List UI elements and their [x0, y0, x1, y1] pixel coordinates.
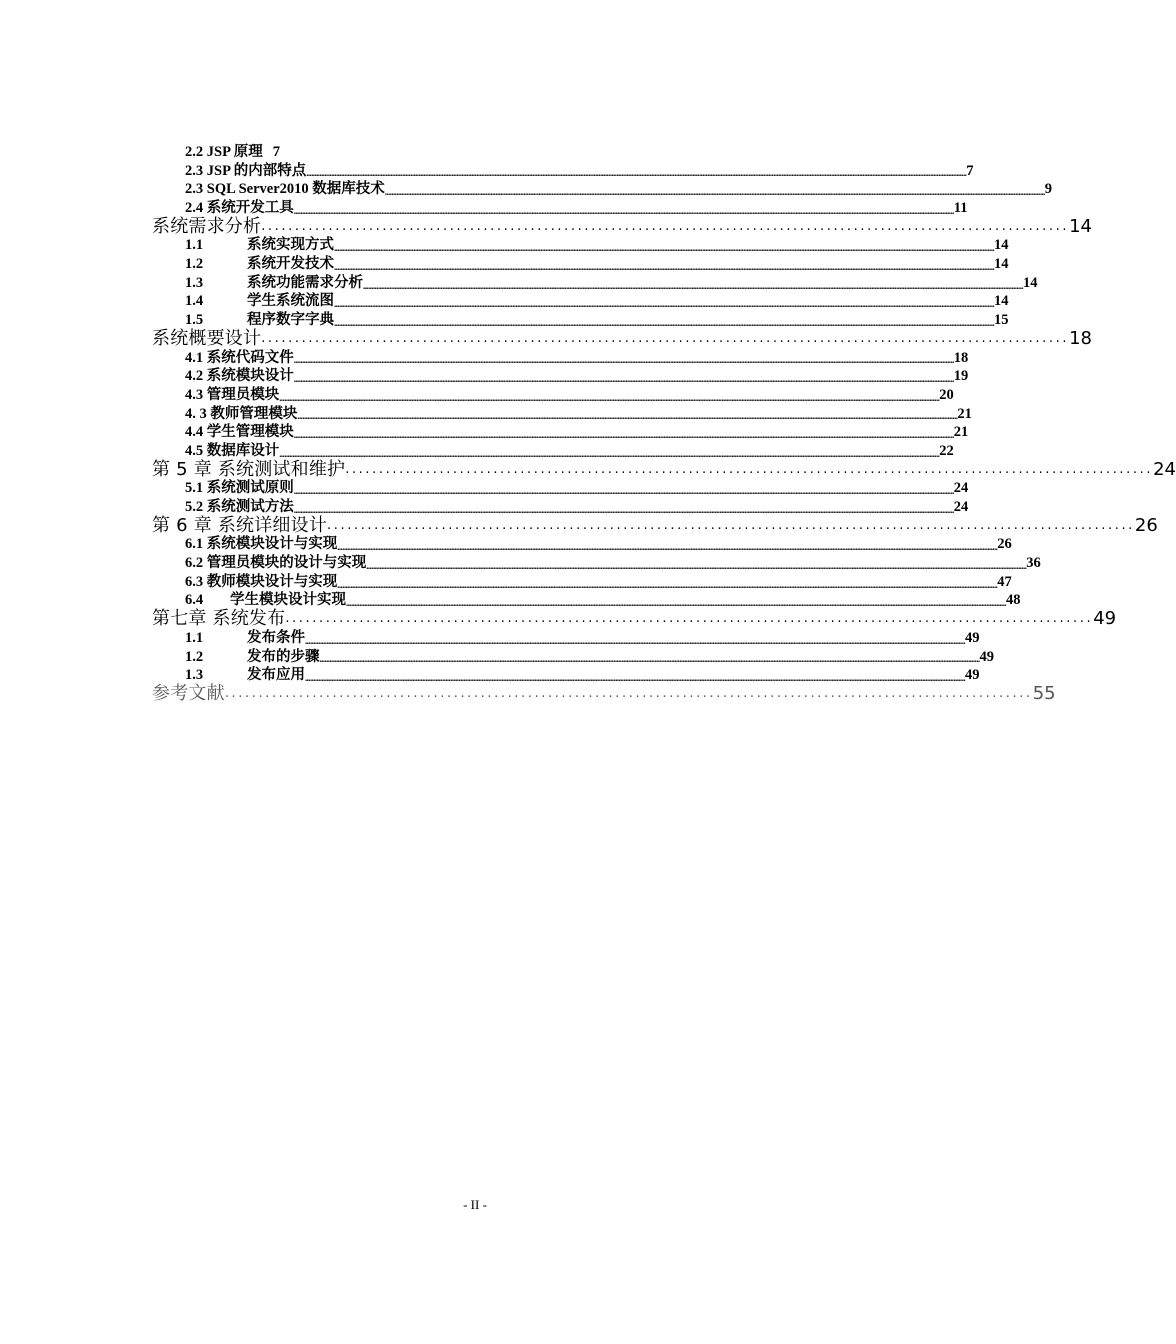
toc-entry-label [185, 349, 294, 368]
toc-section-number: 4.2 [185, 368, 204, 385]
toc-entry-label [185, 423, 294, 442]
toc-leader-dots: ................................................................................................................................................................................................................................................................................................................................................................................................................ [366, 560, 1027, 571]
toc-page-number: 48 [1006, 592, 1021, 609]
toc-section-number: 4.1 [185, 349, 204, 366]
toc-chapter-entry[interactable] [152, 458, 1176, 480]
toc-section-number: 1.2 [185, 256, 204, 273]
toc-section-entry[interactable] [152, 367, 969, 386]
toc-section-number: 6.4 [185, 592, 204, 609]
toc-page-number: 26 [1134, 514, 1158, 536]
toc-page-number: 22 [939, 442, 954, 459]
toc-section-number: 5.1 [185, 480, 204, 497]
toc-section-number: 1.3 [185, 274, 204, 291]
toc-section-entry[interactable] [152, 143, 776, 162]
toc-section-title: 发布应用 [247, 667, 305, 684]
toc-page-number: 49 [965, 667, 980, 684]
toc-entry-label [185, 143, 263, 162]
toc-section-title: JSP 原理 [206, 143, 263, 160]
toc-section-number: 6.1 [185, 536, 204, 553]
toc-section-number: 2.3 [185, 162, 204, 179]
toc-entry-label [185, 535, 337, 554]
toc-section-title: 系统模块设计 [206, 368, 294, 385]
toc-page-number: 24 [953, 480, 969, 497]
toc-section-title: 程序数字字典 [247, 312, 334, 329]
toc-entry-label [152, 215, 262, 237]
toc-leader-dots: ................................................................................................................................................................................................................................................................................................................................................................................................................ [293, 430, 954, 440]
toc-page-number: 49 [965, 629, 980, 646]
toc-page-number: 14 [1069, 215, 1092, 237]
toc-section-number: 4.5 [185, 442, 204, 459]
toc-leader-dots: ........................................................................................................................ [327, 517, 1135, 533]
toc-section-entry[interactable] [152, 386, 954, 405]
toc-leader-dots: ........................................................................................................................ [224, 685, 1033, 701]
toc-page-number: 24 [1153, 458, 1176, 480]
toc-page-number: 18 [953, 349, 969, 366]
toc-entry-label [185, 367, 294, 386]
toc-page-number: 24 [953, 499, 969, 516]
toc-leader-dots: ........................................................................................................................ [261, 218, 1070, 234]
toc-section-entry[interactable] [152, 293, 1009, 312]
toc-page-number: 18 [1069, 327, 1092, 349]
toc-entry-label [152, 458, 346, 480]
toc-leader-dots: ................................................................................................................................................................................................................................................................................................................................................................................................................ [293, 355, 954, 366]
toc-leader-dots: ................................................................................................................................................................................................................................................................................................................................................................................................................ [293, 486, 954, 497]
toc-section-entry[interactable] [152, 479, 969, 498]
toc-section-title: 发布的步骤 [247, 648, 320, 665]
toc-leader-dots: ................................................................................................................................................................................................................................................................................................................................................................................................................ [334, 317, 995, 328]
toc-leader-dots: ................................................................................................................................................................................................................................................................................................................................................................................................................ [384, 187, 1045, 198]
toc-section-entry[interactable] [152, 666, 980, 685]
toc-section-number: 5.2 [185, 499, 204, 516]
toc-section-number: 4. 3 [185, 405, 207, 422]
toc-leader-dots: ................................................................................................................................................................................................................................................................................................................................................................................................................ [305, 635, 966, 646]
toc-section-number: 4.4 [185, 424, 204, 441]
toc-entry-label [185, 236, 334, 255]
toc-section-number: 6.3 [185, 573, 204, 590]
toc-page-number: 49 [979, 648, 995, 665]
toc-leader-dots: ................................................................................................................................................................................................................................................................................................................................................................................................................ [306, 168, 967, 179]
toc-section-title: 学生系统流图 [247, 293, 334, 310]
toc-entry-label [185, 479, 294, 498]
toc-section-entry[interactable] [152, 236, 1009, 255]
toc-chapter-title: 参考文献 [152, 682, 225, 704]
toc-section-title: 系统实现方式 [247, 237, 334, 254]
toc-leader-dots: ........................................................................................................................ [345, 461, 1154, 477]
toc-section-number: 1.3 [185, 667, 204, 684]
toc-chapter-title: 第七章 系统发布 [152, 608, 286, 630]
toc-entry-label [185, 180, 385, 199]
toc-entry-label [185, 405, 297, 424]
toc-entry-label [185, 162, 306, 181]
toc-section-entry[interactable] [152, 162, 974, 181]
toc-chapter-entry[interactable] [152, 327, 1092, 349]
toc-page-number: 14 [994, 256, 1009, 273]
toc-entry-label [185, 274, 363, 293]
toc-section-title: 数据库设计 [206, 442, 280, 459]
toc-section-title: 系统开发技术 [247, 256, 334, 273]
toc-leader-dots: ................................................................................................................................................................................................................................................................................................................................................................................................................ [337, 542, 998, 553]
toc-leader-dots: ................................................................................................................................................................................................................................................................................................................................................................................................................ [279, 448, 940, 459]
toc-entry-label [152, 682, 225, 704]
toc-entry-label [185, 554, 366, 573]
toc-entry-label [185, 629, 305, 648]
toc-leader-dots: ................................................................................................................................................................................................................................................................................................................................................................................................................ [334, 261, 995, 272]
table-of-contents [152, 143, 1176, 704]
toc-section-number: 2.4 [185, 200, 204, 217]
toc-page-number: 21 [957, 405, 972, 422]
toc-leader-dots: ........................................................................................................................ [261, 330, 1070, 346]
toc-leader-dots: ................................................................................................................................................................................................................................................................................................................................................................................................................ [337, 579, 998, 590]
toc-section-title: 系统开发工具 [206, 200, 294, 217]
toc-chapter-title: 第 5 章 系统测试和维护 [152, 458, 346, 480]
toc-leader-dots: ................................................................................................................................................................................................................................................................................................................................................................................................................ [334, 299, 995, 310]
toc-entry-label [185, 648, 320, 667]
toc-page-number: 15 [994, 312, 1009, 329]
toc-section-title: 管理员模块 [206, 386, 280, 403]
toc-page-number: 26 [997, 536, 1012, 553]
toc-section-number: 1.4 [185, 293, 204, 310]
toc-section-title: SQL Server2010 数据库技术 [206, 181, 385, 198]
toc-section-entry[interactable] [152, 554, 1041, 573]
toc-chapter-title: 第 6 章 系统详细设计 [152, 514, 328, 536]
toc-leader-dots: ................................................................................................................................................................................................................................................................................................................................................................................................................ [305, 672, 966, 683]
toc-section-title: 系统模块设计与实现 [206, 536, 338, 553]
toc-entry-label [152, 327, 262, 349]
toc-section-entry[interactable] [152, 648, 995, 667]
toc-leader-dots: ................................................................................................................................................................................................................................................................................................................................................................................................................ [297, 411, 958, 422]
toc-section-entry[interactable] [152, 180, 1053, 199]
toc-leader-dots: ................................................................................................................................................................................................................................................................................................................................................................................................................ [319, 654, 980, 665]
toc-page-number: 14 [994, 237, 1009, 254]
toc-section-title: 管理员模块的设计与实现 [206, 555, 367, 572]
toc-page-number: 36 [1026, 555, 1041, 572]
toc-section-entry[interactable] [152, 349, 969, 368]
toc-leader-dots: ................................................................................................................................................................................................................................................................................................................................................................................................................ [293, 205, 954, 216]
toc-entry-label [185, 292, 334, 311]
toc-leader-dots: ................................................................................................................................................................................................................................................................................................................................................................................................................ [279, 392, 940, 403]
toc-page-number: 49 [1093, 608, 1117, 630]
toc-page-number: 11 [953, 200, 968, 217]
toc-chapter-entry[interactable] [152, 514, 1158, 536]
toc-page-number: 7 [272, 143, 280, 160]
toc-section-title: 系统功能需求分析 [247, 274, 363, 291]
toc-section-title: 学生管理模块 [206, 424, 294, 441]
toc-chapter-entry[interactable] [152, 215, 1092, 237]
toc-page-number: 19 [953, 368, 969, 385]
toc-leader-dots: ........................................................................................................................ [285, 611, 1094, 627]
toc-section-entry[interactable] [152, 405, 972, 424]
toc-section-entry[interactable] [152, 274, 1038, 293]
toc-section-number: 1.2 [185, 648, 204, 665]
toc-section-entry[interactable] [152, 423, 969, 442]
toc-section-title: 发布条件 [247, 629, 305, 646]
toc-section-title: JSP 的内部特点 [206, 162, 307, 179]
toc-section-number: 4.3 [185, 386, 204, 403]
toc-leader-dots: ................................................................................................................................................................................................................................................................................................................................................................................................................ [363, 280, 1024, 291]
toc-leader-dots: ................................................................................................................................................................................................................................................................................................................................................................................................................ [293, 373, 954, 384]
toc-section-title: 教师管理模块 [210, 405, 298, 422]
toc-section-entry[interactable] [152, 573, 1012, 592]
toc-section-number: 6.2 [185, 555, 204, 572]
toc-entry-label [152, 514, 328, 536]
toc-section-title: 教师模块设计与实现 [206, 573, 338, 590]
toc-chapter-title: 系统概要设计 [152, 327, 262, 349]
toc-section-number: 1.1 [185, 237, 204, 254]
toc-leader-dots: ................................................................................................................................................................................................................................................................................................................................................................................................................ [334, 243, 995, 254]
toc-page-number: 14 [994, 293, 1009, 310]
toc-page-number: 20 [939, 386, 954, 403]
toc-page-number: 55 [1032, 682, 1056, 704]
toc-section-title: 系统测试方法 [206, 499, 294, 516]
toc-leader-dots: ................................................................................................................................................................................................................................................................................................................................................................................................................ [293, 504, 954, 515]
toc-section-title: 系统代码文件 [206, 349, 294, 366]
toc-leader-dots: ................................................................................................................................................................................................................................................................................................................................................................................................................ [346, 598, 1007, 609]
toc-chapter-entry[interactable] [152, 608, 1117, 630]
toc-section-number: 1.1 [185, 629, 204, 646]
toc-page-number: 9 [1044, 181, 1053, 198]
toc-section-number: 2.3 [185, 181, 204, 198]
toc-section-entry[interactable] [152, 255, 1009, 274]
toc-section-title: 学生模块设计实现 [230, 592, 346, 609]
toc-entry-label [185, 255, 334, 274]
toc-page-number: 21 [953, 424, 969, 441]
toc-entry-label [185, 386, 279, 405]
toc-section-number: 1.5 [185, 312, 204, 329]
toc-section-entry[interactable] [152, 629, 980, 648]
toc-page-number: 47 [997, 573, 1012, 590]
toc-chapter-entry[interactable] [152, 682, 1056, 704]
toc-section-entry[interactable] [152, 535, 1012, 554]
toc-entry-label [185, 573, 337, 592]
toc-page-number: 7 [966, 162, 974, 179]
toc-section-number: 2.2 [185, 143, 204, 160]
toc-entry-label [152, 610, 285, 629]
toc-section-title: 系统测试原则 [206, 480, 294, 497]
toc-chapter-title: 系统需求分析 [152, 215, 262, 237]
toc-page-number: 14 [1023, 274, 1038, 291]
page-number-footer: - II - [463, 1197, 487, 1212]
